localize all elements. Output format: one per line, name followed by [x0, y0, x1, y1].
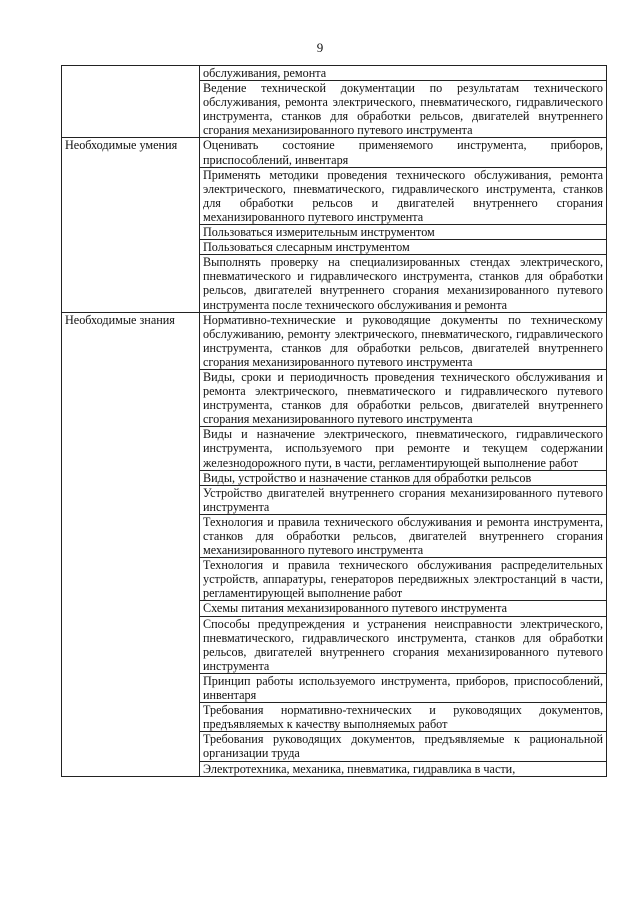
- table-cell: Схемы питания механизированного путевого инструмента: [200, 601, 607, 616]
- table-cell: Технология и правила технического обслуживания распределительных устройств, аппаратуры, генераторов передвижных электростанций в части, регламентирующей выполнение работ: [200, 558, 607, 601]
- knowledge-label: Необходимые знания: [62, 312, 200, 776]
- table-row: [62, 312, 607, 369]
- empty-label-cell: [62, 66, 200, 138]
- table-cell: Электротехника, механика, пневматика, гидравлика в части,: [200, 761, 607, 776]
- table-cell: Пользоваться измерительным инструментом: [200, 225, 607, 240]
- table-cell: Выполнять проверку на специализированных стендах электрического, пневматического и гидравлического инструмента, станков для обработки рельсов, двигателей внутреннего сгорания механизированного путевого инструмента после технического обслуживания и ремонта: [200, 255, 607, 312]
- table-cell: Ведение технической документации по результатам технического обслуживания, ремонта электрического, пневматического, гидравлического инструмента, станков для обработки рельсов, двигателей внутреннего сгорания механизированного путевого инструмента: [200, 81, 607, 138]
- table-cell: Способы предупреждения и устранения неисправности электрического, пневматического, гидравлического инструмента, станков для обработки рельсов, двигателей внутреннего сгорания механизированного путевого инструмента: [200, 616, 607, 673]
- table-cell: Принцип работы используемого инструмента, приборов, приспособлений, инвентаря: [200, 673, 607, 702]
- table-cell: Виды и назначение электрического, пневматического, гидравлического инструмента, используемого при ремонте и текущем содержании железнодорожного пути, в части, регламентирующей выполнение работ: [200, 427, 607, 470]
- table-cell: Виды, устройство и назначение станков для обработки рельсов: [200, 470, 607, 485]
- table-cell: Нормативно-технические и руководящие документы по техническому обслуживанию, ремонту электрического, пневматического, гидравлического инструмента, станков для обработки рельсов, двигателей внутреннего сгорания механизированного путевого инструмента: [200, 312, 607, 369]
- table-cell: Устройство двигателей внутреннего сгорания механизированного путевого инструмента: [200, 485, 607, 514]
- page-number: 9: [316, 40, 324, 55]
- table-row: [62, 66, 607, 81]
- table-cell: обслуживания, ремонта: [200, 66, 607, 81]
- table-cell: Технология и правила технического обслуживания и ремонта инструмента, станков для обработки рельсов, двигателей внутреннего сгорания механизированного путевого инструмента: [200, 514, 607, 557]
- table-cell: Оценивать состояние применяемого инструмента, приборов, приспособлений, инвентаря: [200, 138, 607, 167]
- table-cell: Требования нормативно-технических и руководящих документов, предъявляемых к качеству выполняемых работ: [200, 703, 607, 732]
- table-cell: Пользоваться слесарным инструментом: [200, 240, 607, 255]
- table-cell: Требования руководящих документов, предъявляемые к рациональной организации труда: [200, 732, 607, 761]
- skills-label: Необходимые умения: [62, 138, 200, 312]
- table-cell: Применять методики проведения технического обслуживания, ремонта электрического, пневматического, гидравлического инструмента, станков для обработки рельсов и двигателей внутреннего сгорания механизированного путевого инструмента: [200, 167, 607, 224]
- requirements-table: [61, 65, 607, 777]
- table-row: [62, 138, 607, 167]
- table-cell: Виды, сроки и периодичность проведения технического обслуживания и ремонта электрического, пневматического и гидравлического путевого инструмента, станков для обработки рельсов, двигателей внутреннего сгорания механизированного путевого инструмента: [200, 369, 607, 426]
